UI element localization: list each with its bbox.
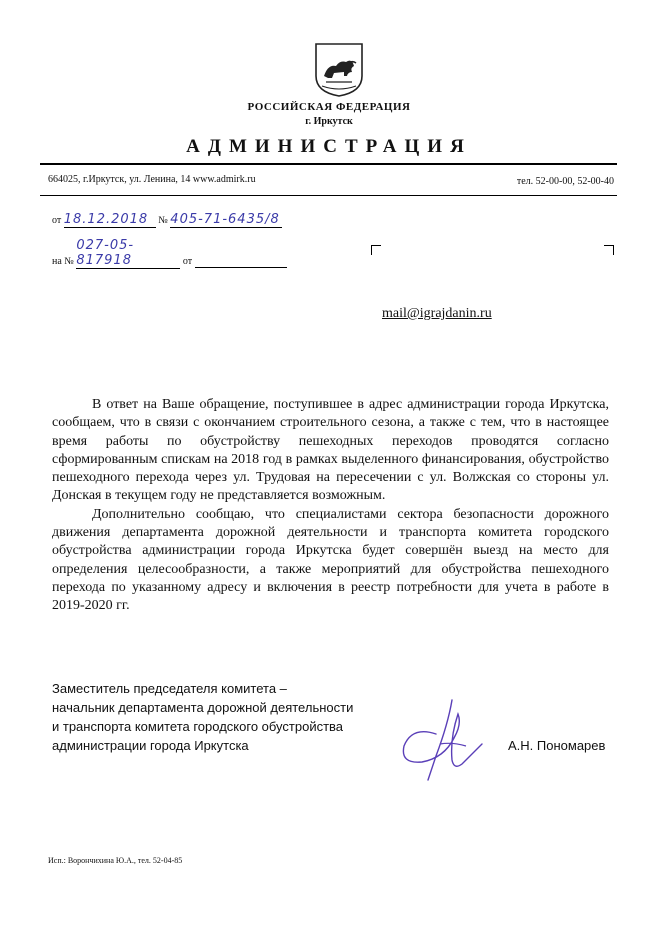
- position-line: администрации города Иркутска: [52, 738, 249, 753]
- handwritten-number: 405-71-6435/8: [170, 212, 280, 227]
- position-line: начальник департамента дорожной деятельности: [52, 700, 354, 715]
- performer-info: Исп.: Ворончихина Ю.А., тел. 52-04-85: [48, 856, 183, 865]
- handwritten-reply-number: 027-05-817918: [76, 238, 135, 268]
- body-paragraph: Дополнительно сообщаю, что специалистами сектора безопасности дорожного движения департамента дорожной деятельности и транспорта комитета городского обустройства администрации города Иркутска будет совершён выезд на место для определения целесообразности, а также мероприятий для обустройства пешеходного перехода по указанному адресу и включения в реестр потребности для учета в работе в 2019-2020 гг.: [52, 506, 609, 614]
- position-line: и транспорта комитета городского обустройства: [52, 719, 344, 734]
- reply-number-field: [76, 238, 180, 269]
- position-line: Заместитель председателя комитета –: [52, 681, 287, 696]
- number-field: [170, 212, 282, 228]
- date-field: [64, 212, 156, 228]
- org-phones: тел. 52-00-00, 52-00-40: [516, 176, 614, 187]
- reply-number-label: на №: [52, 256, 74, 267]
- recipient-corner-left: [371, 245, 381, 255]
- recipient-email[interactable]: mail@igrajdanin.ru: [382, 306, 492, 321]
- signer-name: А.Н. Пономарев: [508, 738, 606, 753]
- reply-date-field: [195, 256, 287, 268]
- number-label: №: [158, 215, 168, 226]
- from-label: от: [52, 215, 62, 226]
- letter-body: [52, 396, 609, 616]
- reply-from-label: от: [182, 256, 193, 267]
- handwritten-signature: [392, 694, 488, 786]
- organization-title: АДМИНИСТРАЦИЯ: [186, 136, 472, 157]
- org-address: 664025, г.Иркутск, ул. Ленина, 14 www.admirk.ru: [48, 174, 256, 185]
- outgoing-registration: [52, 212, 282, 228]
- body-paragraph: В ответ на Ваше обращение, поступившее в адрес администрации города Иркутска, сообщаем, что в связи с окончанием строительного сезона, а также с тем, что в настоящее время работы по обустройству пешеходных переходов проводятся согласно сформированным спискам на 2018 год в рамках выделенного финансирования, обустройство пешеходного перехода через ул. Трудовая на пересечении с ул. Волжская со стороны ул. Донская в текущем году не представляется возможным.: [52, 397, 609, 504]
- country-heading: РОССИЙСКАЯ ФЕДЕРАЦИЯ: [247, 101, 411, 113]
- handwritten-date: 18.12.2018: [63, 212, 149, 227]
- address-divider: [40, 195, 617, 196]
- incoming-registration: [52, 238, 287, 269]
- recipient-corner-right: [604, 245, 614, 255]
- city-emblem: [314, 42, 364, 98]
- city-heading: г. Иркутск: [305, 116, 353, 127]
- signer-position: [52, 679, 353, 755]
- header-divider: [40, 163, 617, 165]
